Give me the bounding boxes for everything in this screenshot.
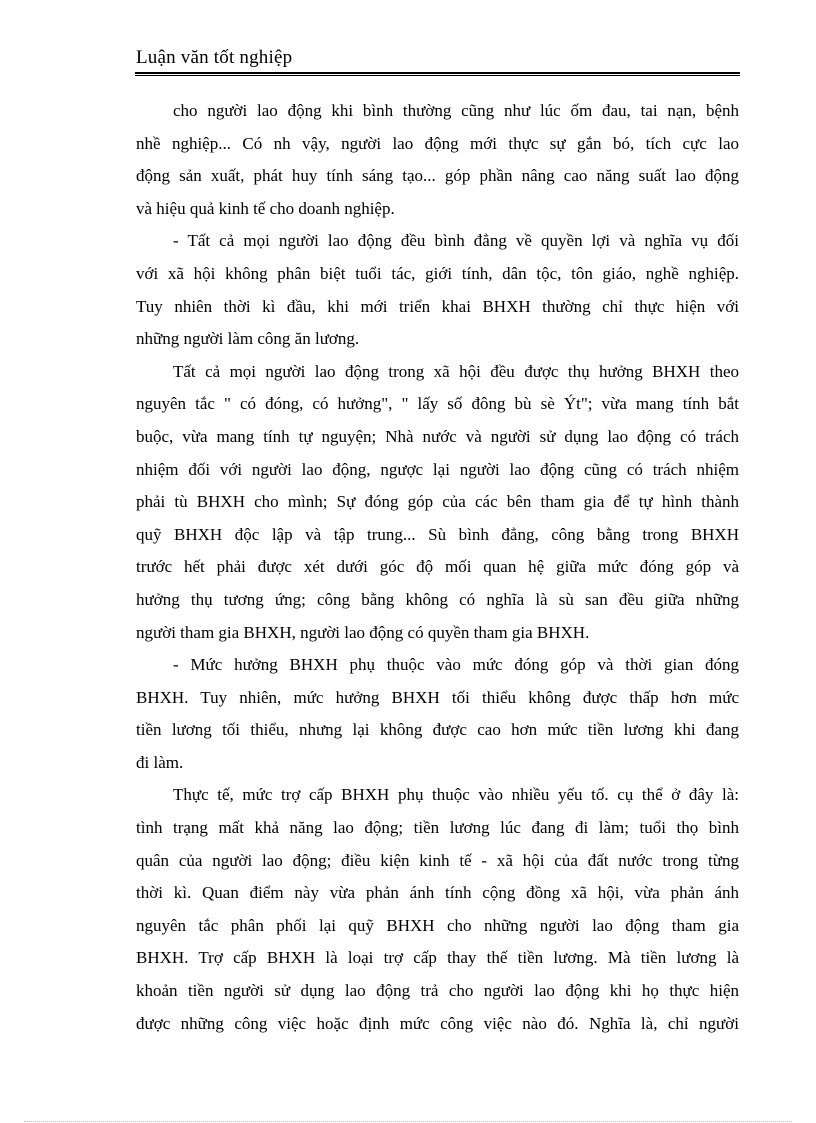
text-line: hưởng thụ tương ứng; công bằng không có nghĩa là sù san đều giữa những	[136, 589, 739, 609]
text-line: nhề nghiệp... Có nh vậy, người lao động mới thực sự gắn bó, tích cực lao	[136, 133, 739, 153]
text-line: Tất cả mọi người lao động trong xã hội đều được thụ hưởng BHXH theo	[173, 361, 739, 381]
text-line: tiền lương tối thiểu, nhưng lại không được cao hơn mức tiền lương khi đang	[136, 720, 739, 740]
text-line: khoản tiền người sử dụng lao động trả cho người lao động khi họ thực hiện	[136, 981, 739, 1001]
paragraph	[136, 649, 739, 779]
text-line: đi làm.	[136, 752, 184, 772]
paragraph	[136, 356, 739, 649]
paragraph	[136, 95, 739, 225]
text-line: Thực tế, mức trợ cấp BHXH phụ thuộc vào nhiều yếu tố. cụ thể ở đây là:	[173, 785, 739, 805]
page-header-title: Luận văn tốt nghiệp	[136, 47, 293, 68]
text-line: với xã hội không phân biệt tuổi tác, giới tính, dân tộc, tôn giáo, nghề nghiệp.	[136, 263, 739, 283]
text-line: quỹ BHXH độc lập và tập trung... Sù bình đẳng, công bằng trong BHXH	[136, 524, 739, 544]
header-rule-thin	[135, 75, 740, 76]
text-line: quân của người lao động; điều kiện kinh tế - xã hội của đất nước trong từng	[136, 850, 739, 870]
document-body	[136, 95, 739, 1040]
text-line: BHXH. Tuy nhiên, mức hưởng BHXH tối thiểu không được thấp hơn mức	[136, 687, 739, 707]
text-line: thời kì. Quan điểm này vừa phản ánh tính cộng đồng xã hội, vừa phản ánh	[136, 883, 739, 903]
text-line: những người làm công ăn lương.	[136, 329, 360, 349]
text-line: cho người lao động khi bình thường cũng như lúc ốm đau, tai nạn, bệnh	[173, 101, 739, 120]
text-line: và hiệu quả kinh tế cho doanh nghiệp.	[136, 198, 395, 218]
text-line: được những công việc hoặc định mức công việc nào đó. Nghĩa là, chỉ người	[136, 1013, 739, 1033]
text-line: BHXH. Trợ cấp BHXH là loại trợ cấp thay thế tiền lương. Mà tiền lương là	[136, 948, 739, 968]
text-line: động sản xuất, phát huy tính sáng tạo... góp phần nâng cao năng suất lao động	[136, 166, 739, 186]
paragraph	[136, 225, 739, 355]
text-line: nhiệm đối với người lao động, ngược lại người lao động cũng có trách nhiệm	[136, 459, 739, 479]
header-rule-thick	[135, 72, 740, 74]
text-line: buộc, vừa mang tính tự nguyện; Nhà nước và người sử dụng lao động có trách	[136, 426, 739, 446]
text-line: - Mức hưởng BHXH phụ thuộc vào mức đóng góp và thời gian đóng	[173, 655, 739, 675]
text-line: Tuy nhiên thời kì đầu, khi mới triển khai BHXH thường chỉ thực hiện với	[136, 296, 739, 316]
text-line: trước hết phải được xét dưới góc độ mối quan hệ giữa mức đóng góp và	[136, 557, 739, 577]
page-bottom-dotted-rule	[24, 1121, 792, 1122]
text-line: người tham gia BHXH, người lao động có quyền tham gia BHXH.	[136, 622, 590, 642]
text-line: nguyên tắc phân phối lại quỹ BHXH cho những người lao động tham gia	[136, 915, 739, 935]
paragraph	[136, 779, 739, 1040]
text-line: tình trạng mất khả năng lao động; tiền lương lúc đang đi làm; tuổi thọ bình	[136, 818, 739, 838]
text-line: nguyên tắc " có đóng, có hưởng", " lấy số đông bù sè Ýt"; vừa mang tính bắt	[136, 394, 739, 414]
text-line: phải tù BHXH cho mình; Sự đóng góp của các bên tham gia để tự hình thành	[136, 492, 739, 512]
text-line: - Tất cả mọi người lao động đều bình đẳng về quyền lợi và nghĩa vụ đối	[173, 231, 739, 251]
